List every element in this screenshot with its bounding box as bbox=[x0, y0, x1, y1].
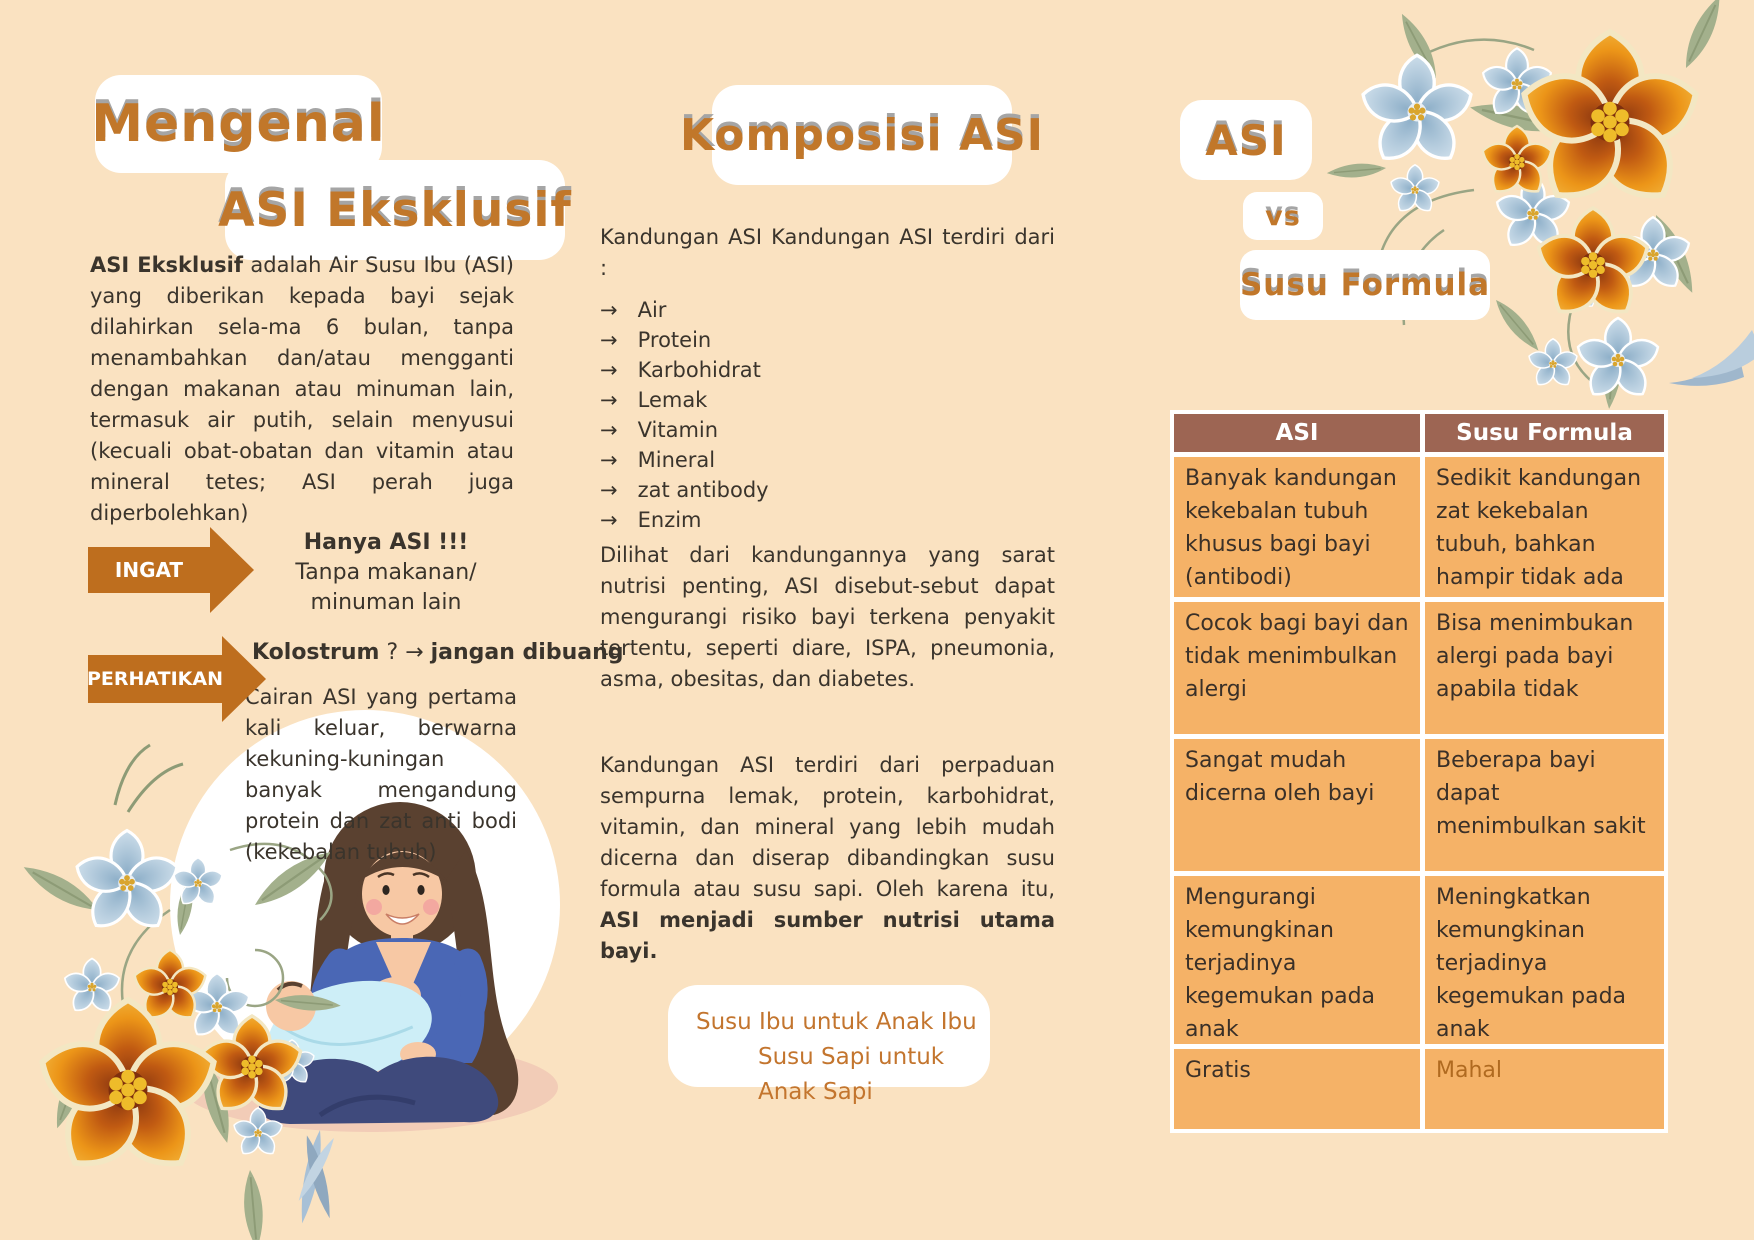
kolostrum-warning: jangan dibuang bbox=[430, 640, 624, 665]
title-vs: vs bbox=[1265, 200, 1301, 232]
title-box-komposisi bbox=[679, 85, 1045, 185]
perhatikan-label: PERHATIKAN bbox=[86, 668, 224, 690]
komposisi-list bbox=[600, 295, 1055, 535]
table-cell: Banyak kandungan kekebalan tubuh khusus bagi bayi (antibodi) bbox=[1174, 457, 1420, 597]
table-cell: Mengurangi kemungkinan terjadinya kegemukan pada anak bbox=[1174, 876, 1420, 1044]
komposisi-intro-text: Kandungan ASI Kandungan ASI terdiri dari : bbox=[600, 225, 1055, 280]
quote-line-2: Susu Sapi untuk Anak Sapi bbox=[758, 1044, 945, 1105]
title-box-mengenal bbox=[91, 75, 386, 173]
arrow-bullet-icon: → bbox=[600, 478, 618, 502]
ingat-note bbox=[252, 528, 520, 618]
ingat-body: Tanpa makanan/ minuman lain bbox=[295, 560, 477, 615]
title-box-asi-eksklusif bbox=[218, 160, 572, 260]
table-cell: Gratis bbox=[1174, 1049, 1420, 1129]
arrow-bullet-icon: → bbox=[600, 328, 618, 352]
comparison-table bbox=[1170, 410, 1668, 1133]
list-item-label: Vitamin bbox=[637, 418, 719, 442]
table-cell: Cocok bagi bayi dan tidak menimbulkan alergi bbox=[1174, 602, 1420, 734]
komposisi-paragraph-2-bold: ASI menjadi sumber nutrisi utama bayi. bbox=[600, 908, 1055, 963]
list-item bbox=[600, 385, 1055, 415]
kolostrum-heading bbox=[252, 640, 624, 665]
title-box-vs bbox=[1243, 192, 1323, 240]
arrow-bullet-icon: → bbox=[600, 388, 618, 412]
ingat-arrow bbox=[88, 547, 210, 593]
quote-line-1: Susu Ibu untuk Anak Ibu bbox=[696, 1009, 977, 1035]
perhatikan-arrow bbox=[88, 655, 222, 703]
title-box-asi bbox=[1180, 100, 1312, 180]
ingat-label: INGAT bbox=[114, 558, 184, 582]
table-cell: Mahal bbox=[1425, 1049, 1664, 1129]
komposisi-paragraph-2 bbox=[600, 750, 1055, 967]
table-cell: Beberapa bayi dapat menimbulkan sakit bbox=[1425, 739, 1664, 871]
kolostrum-word: Kolostrum bbox=[252, 640, 380, 665]
title-komposisi: Komposisi ASI bbox=[679, 109, 1045, 161]
arrow-bullet-icon: → bbox=[600, 298, 618, 322]
flower-decoration-top-right bbox=[1324, 0, 1754, 410]
list-item bbox=[600, 295, 1055, 325]
list-item-label: Protein bbox=[637, 328, 712, 352]
title-susu-formula: Susu Formula bbox=[1239, 267, 1491, 303]
list-item bbox=[600, 475, 1055, 505]
list-item bbox=[600, 445, 1055, 475]
arrow-bullet-icon: → bbox=[600, 358, 618, 382]
komposisi-paragraph-1-text: Dilihat dari kandungannya yang sarat nutrisi penting, ASI disebut-sebut dapat mengurangi risiko bayi terkena penyakit tertentu, seperti diare, ISPA, pneumonia, asma, obesitas, dan diabetes. bbox=[600, 543, 1055, 691]
arrow-bullet-icon: → bbox=[600, 448, 618, 472]
list-item-label: Karbohidrat bbox=[637, 358, 761, 382]
table-cell: Meningkatkan kemungkinan terjadinya kegemukan pada anak bbox=[1425, 876, 1664, 1044]
komposisi-paragraph-1 bbox=[600, 540, 1055, 695]
intro-text: adalah Air Susu Ibu (ASI) yang diberikan kepada bayi sejak dilahirkan sela-ma 6 bulan, tanpa menambahkan dan/atau mengganti dengan makanan atau minuman lain, termasuk air putih, selain menyusui (kecuali obat-obatan dan vitamin atau mineral tetes; ASI perah juga diperbolehkan) bbox=[90, 253, 514, 525]
list-item-label: zat antibody bbox=[637, 478, 769, 502]
komposisi-paragraph-2-text: Kandungan ASI terdiri dari perpaduan sempurna lemak, protein, karbohidrat, vitamin, dan mineral yang lebih mudah dicerna dan diserap dibandingkan susu formula atau susu sapi. Oleh karena itu, bbox=[600, 753, 1055, 901]
list-item bbox=[600, 415, 1055, 445]
list-item-label: Air bbox=[637, 298, 667, 322]
list-item-label: Mineral bbox=[637, 448, 716, 472]
arrow-bullet-icon: → bbox=[600, 418, 618, 442]
list-item-label: Lemak bbox=[637, 388, 708, 412]
arrow-bullet-icon: → bbox=[600, 508, 618, 532]
quote-box bbox=[668, 985, 990, 1105]
kolostrum-body-text: Cairan ASI yang pertama kali keluar, berwarna kekuning-kuningan banyak mengandung protein dan zat anti bodi (kekebalan tubuh) bbox=[245, 685, 517, 864]
title-mengenal: Mengenal bbox=[91, 94, 386, 154]
table-header-asi: ASI bbox=[1174, 414, 1420, 452]
list-item bbox=[600, 505, 1055, 535]
title-asi: ASI bbox=[1205, 115, 1287, 165]
list-item bbox=[600, 325, 1055, 355]
table-cell: Bisa menimbukan alergi pada bayi apabila tidak bbox=[1425, 602, 1664, 734]
list-item bbox=[600, 355, 1055, 385]
intro-lead-bold: ASI Eksklusif bbox=[90, 253, 243, 277]
intro-paragraph bbox=[90, 250, 514, 529]
title-box-susu-formula bbox=[1240, 250, 1490, 320]
kolostrum-body bbox=[245, 682, 517, 868]
table-header-susu-formula: Susu Formula bbox=[1425, 414, 1664, 452]
title-asi-eksklusif: ASI Eksklusif bbox=[218, 182, 572, 238]
list-item-label: Enzim bbox=[637, 508, 702, 532]
table-cell: Sedikit kandungan zat kekebalan tubuh, bahkan hampir tidak ada bbox=[1425, 457, 1664, 597]
feather-leaves bbox=[294, 1129, 339, 1225]
ingat-heading: Hanya ASI !!! bbox=[303, 530, 469, 555]
komposisi-intro bbox=[600, 222, 1055, 284]
table-cell: Sangat mudah dicerna oleh bayi bbox=[1174, 739, 1420, 871]
kolostrum-sep: ? → bbox=[379, 640, 431, 665]
